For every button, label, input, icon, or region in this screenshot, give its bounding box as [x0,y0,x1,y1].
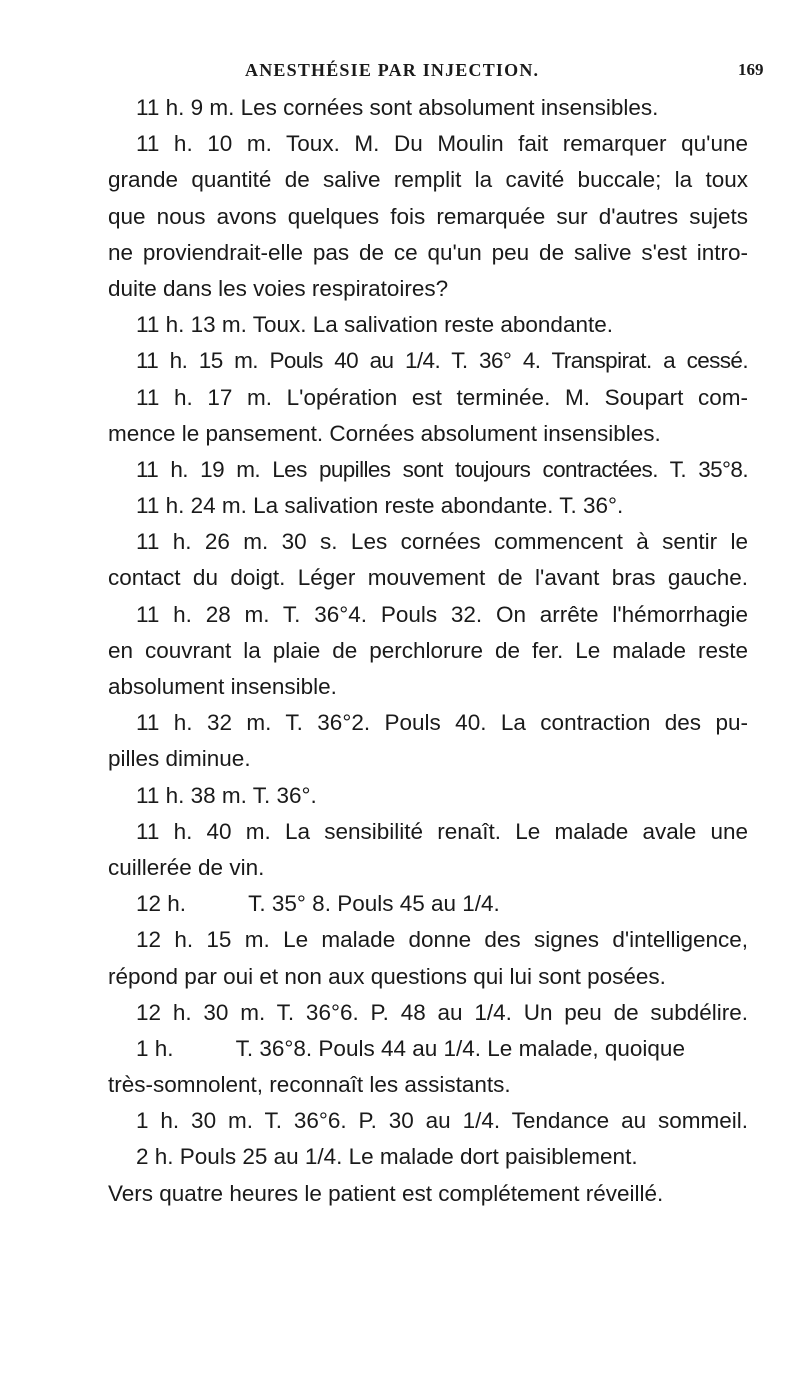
text-line: 11 h. 17 m. L'opération est terminée. M. Soupart com- [136,384,748,410]
text-line: 11 h. 38 m. T. 36°. [136,782,317,808]
running-head [0,60,800,84]
text-line: mence le pansement. Cornées absolument insensibles. [108,420,661,446]
text-line: 11 h. 13 m. Toux. La salivation reste abondante. [136,312,613,338]
text-line: 11 h. 26 m. 30 s. Les cornées commencent à sentir le [136,529,748,555]
text-line: 1 h. T. 36°8. Pouls 44 au 1/4. Le malade, quoique [136,1035,685,1061]
text-line: en couvrant la plaie de perchlorure de fer. Le malade reste [108,637,748,663]
text-line: 11 h. 19 m. Les pupilles sont toujours contractées. T. 35°8. [136,456,748,482]
text-line: contact du doigt. Léger mouvement de l'avant bras gauche. [108,565,748,591]
text-line: 11 h. 28 m. T. 36°4. Pouls 32. On arrête l'hémorrhagie [136,601,748,627]
text-line: ne proviendrait-elle pas de ce qu'un peu de salive s'est intro- [108,239,748,265]
text-line: duite dans les voies respiratoires? [108,275,449,301]
text-line: pilles diminue. [108,746,251,772]
text-body [108,90,748,1212]
text-line: 2 h. Pouls 25 au 1/4. Le malade dort paisiblement. [136,1144,638,1170]
page-number: 169 [738,60,764,79]
text-line: 12 h. T. 35° 8. Pouls 45 au 1/4. [136,891,500,917]
text-line: 11 h. 32 m. T. 36°2. Pouls 40. La contraction des pu- [136,710,748,736]
text-line: 11 h. 15 m. Pouls 40 au 1/4. T. 36° 4. Transpirat. a cessé. [136,348,748,374]
text-line: très-somnolent, reconnaît les assistants. [108,1072,511,1098]
running-title: ANESTHÉSIE PAR INJECTION. [245,60,540,80]
text-line: grande quantité de salive remplit la cavité buccale; la toux [108,167,748,193]
text-line: 1 h. 30 m. T. 36°6. P. 30 au 1/4. Tendance au sommeil. [136,1108,748,1134]
text-line: répond par oui et non aux questions qui lui sont posées. [108,963,666,989]
text-line: 11 h. 24 m. La salivation reste abondante. T. 36°. [136,493,624,519]
text-line: 12 h. 30 m. T. 36°6. P. 48 au 1/4. Un peu de subdélire. [136,999,748,1025]
text-line: 11 h. 10 m. Toux. M. Du Moulin fait remarquer qu'une [136,131,748,157]
text-line: 11 h. 40 m. La sensibilité renaît. Le malade avale une [136,818,748,844]
text-line: Vers quatre heures le patient est complétement réveillé. [108,1180,664,1206]
text-line: cuillerée de vin. [108,854,265,880]
text-line: absolument insensible. [108,674,337,699]
text-line: que nous avons quelques fois remarquée sur d'autres sujets [108,203,748,229]
text-line: 11 h. 9 m. Les cornées sont absolument insensibles. [136,95,659,120]
text-line: 12 h. 15 m. Le malade donne des signes d'intelligence, [136,927,748,953]
